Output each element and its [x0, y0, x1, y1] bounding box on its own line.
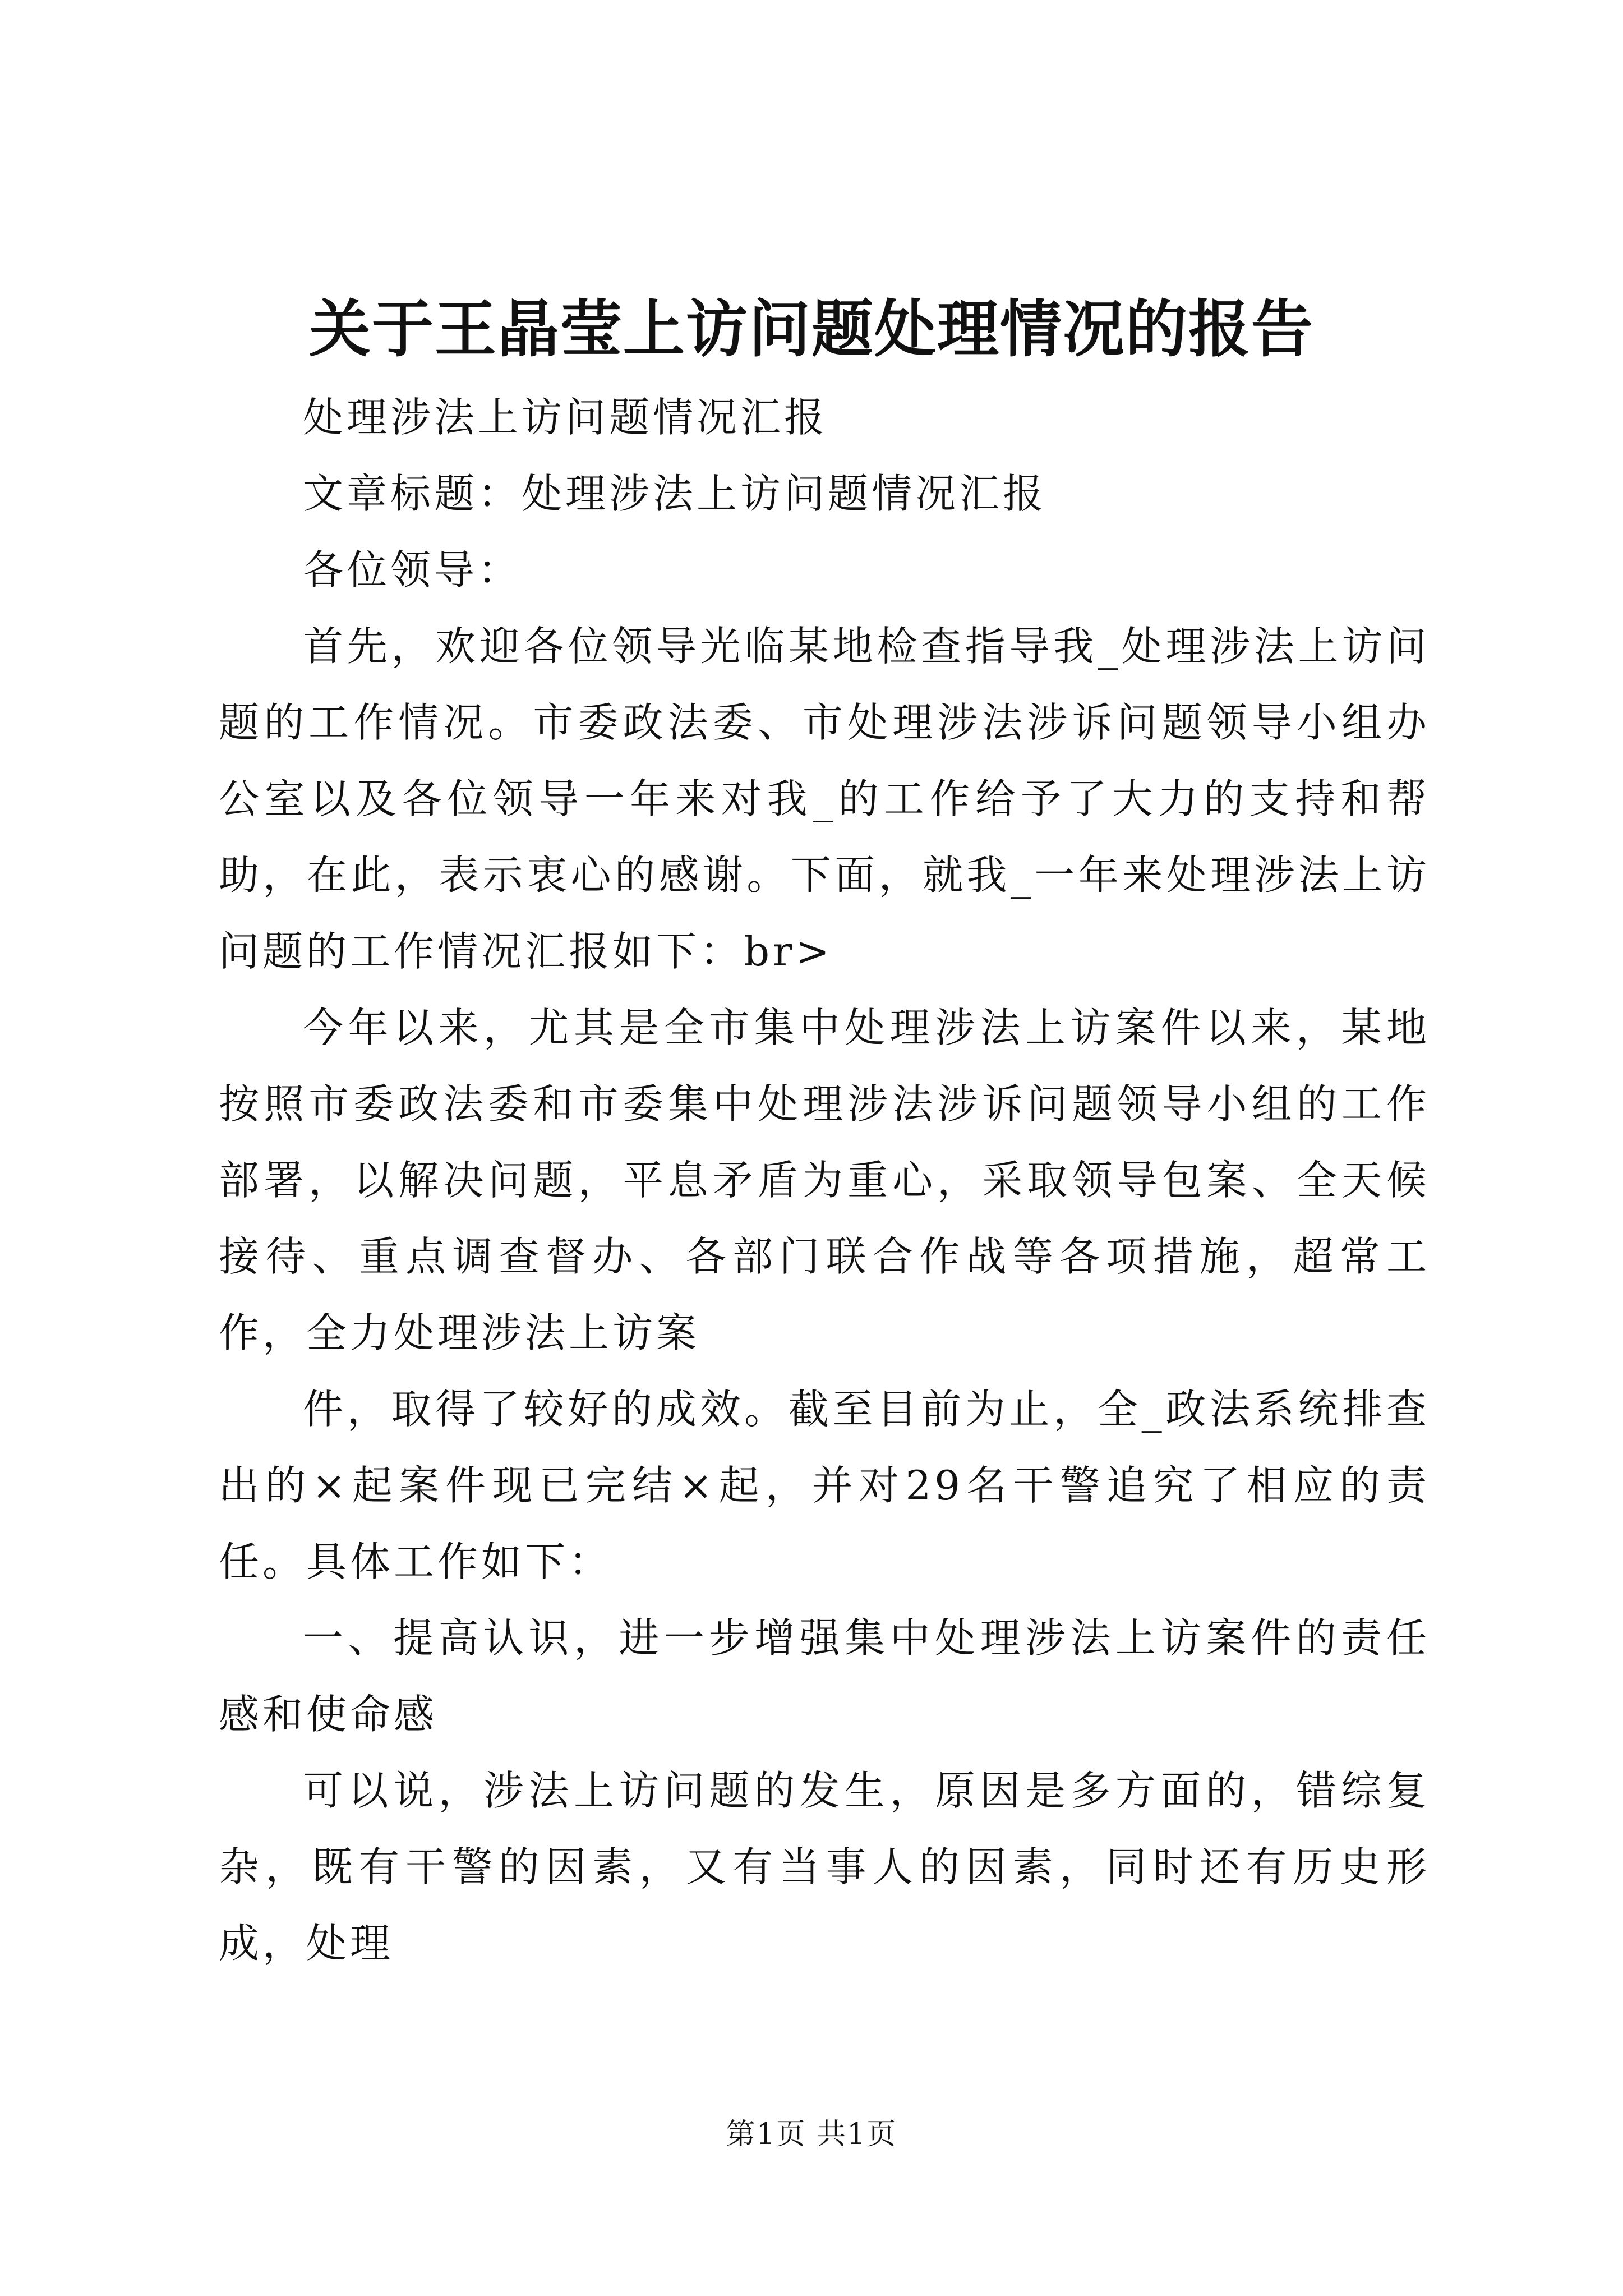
paragraph-results: 件，取得了较好的成效。截至目前为止，全_政法系统排查出的×起案件现已完结×起，并对29名干警追究了相应的责任。具体工作如下：: [219, 1386, 1430, 1585]
page-footer: 第1页 共1页: [726, 2118, 897, 2151]
paragraph-salutation: 各位领导：: [303, 546, 522, 593]
paragraph-analysis: 可以说，涉法上访问题的发生，原因是多方面的，错综复杂，既有干警的因素，又有当事人的因素，同时还有历史形成，处理: [219, 1767, 1430, 1967]
document-body: [219, 379, 1430, 1981]
paragraph-opening: 首先，欢迎各位领导光临某地检查指导我_处理涉法上访问题的工作情况。市委政法委、市处理涉法涉诉问题领导小组办公室以及各位领导一年来对我_的工作给予了大力的支持和帮助，在此，表示衷心的感谢。下面，就我_一年来处理涉法上访问题的工作情况汇报如下：br>: [219, 623, 1430, 975]
document-title: 关于王晶莹上访问题处理情况的报告: [309, 293, 1314, 365]
paragraph-overview: 今年以来，尤其是全市集中处理涉法上访案件以来，某地按照市委政法委和市委集中处理涉法涉诉问题领导小组的工作部署，以解决问题，平息矛盾为重心，采取领导包案、全天候接待、重点调查督办、各部门联合作战等各项措施，超常工作，全力处理涉法上访案: [219, 1004, 1430, 1356]
paragraph-article-title: 文章标题：处理涉法上访问题情况汇报: [303, 470, 1047, 517]
section-heading-1: 一、提高认识，进一步增强集中处理涉法上访案件的责任感和使命感: [219, 1614, 1430, 1738]
paragraph-subtitle: 处理涉法上访问题情况汇报: [303, 394, 828, 441]
